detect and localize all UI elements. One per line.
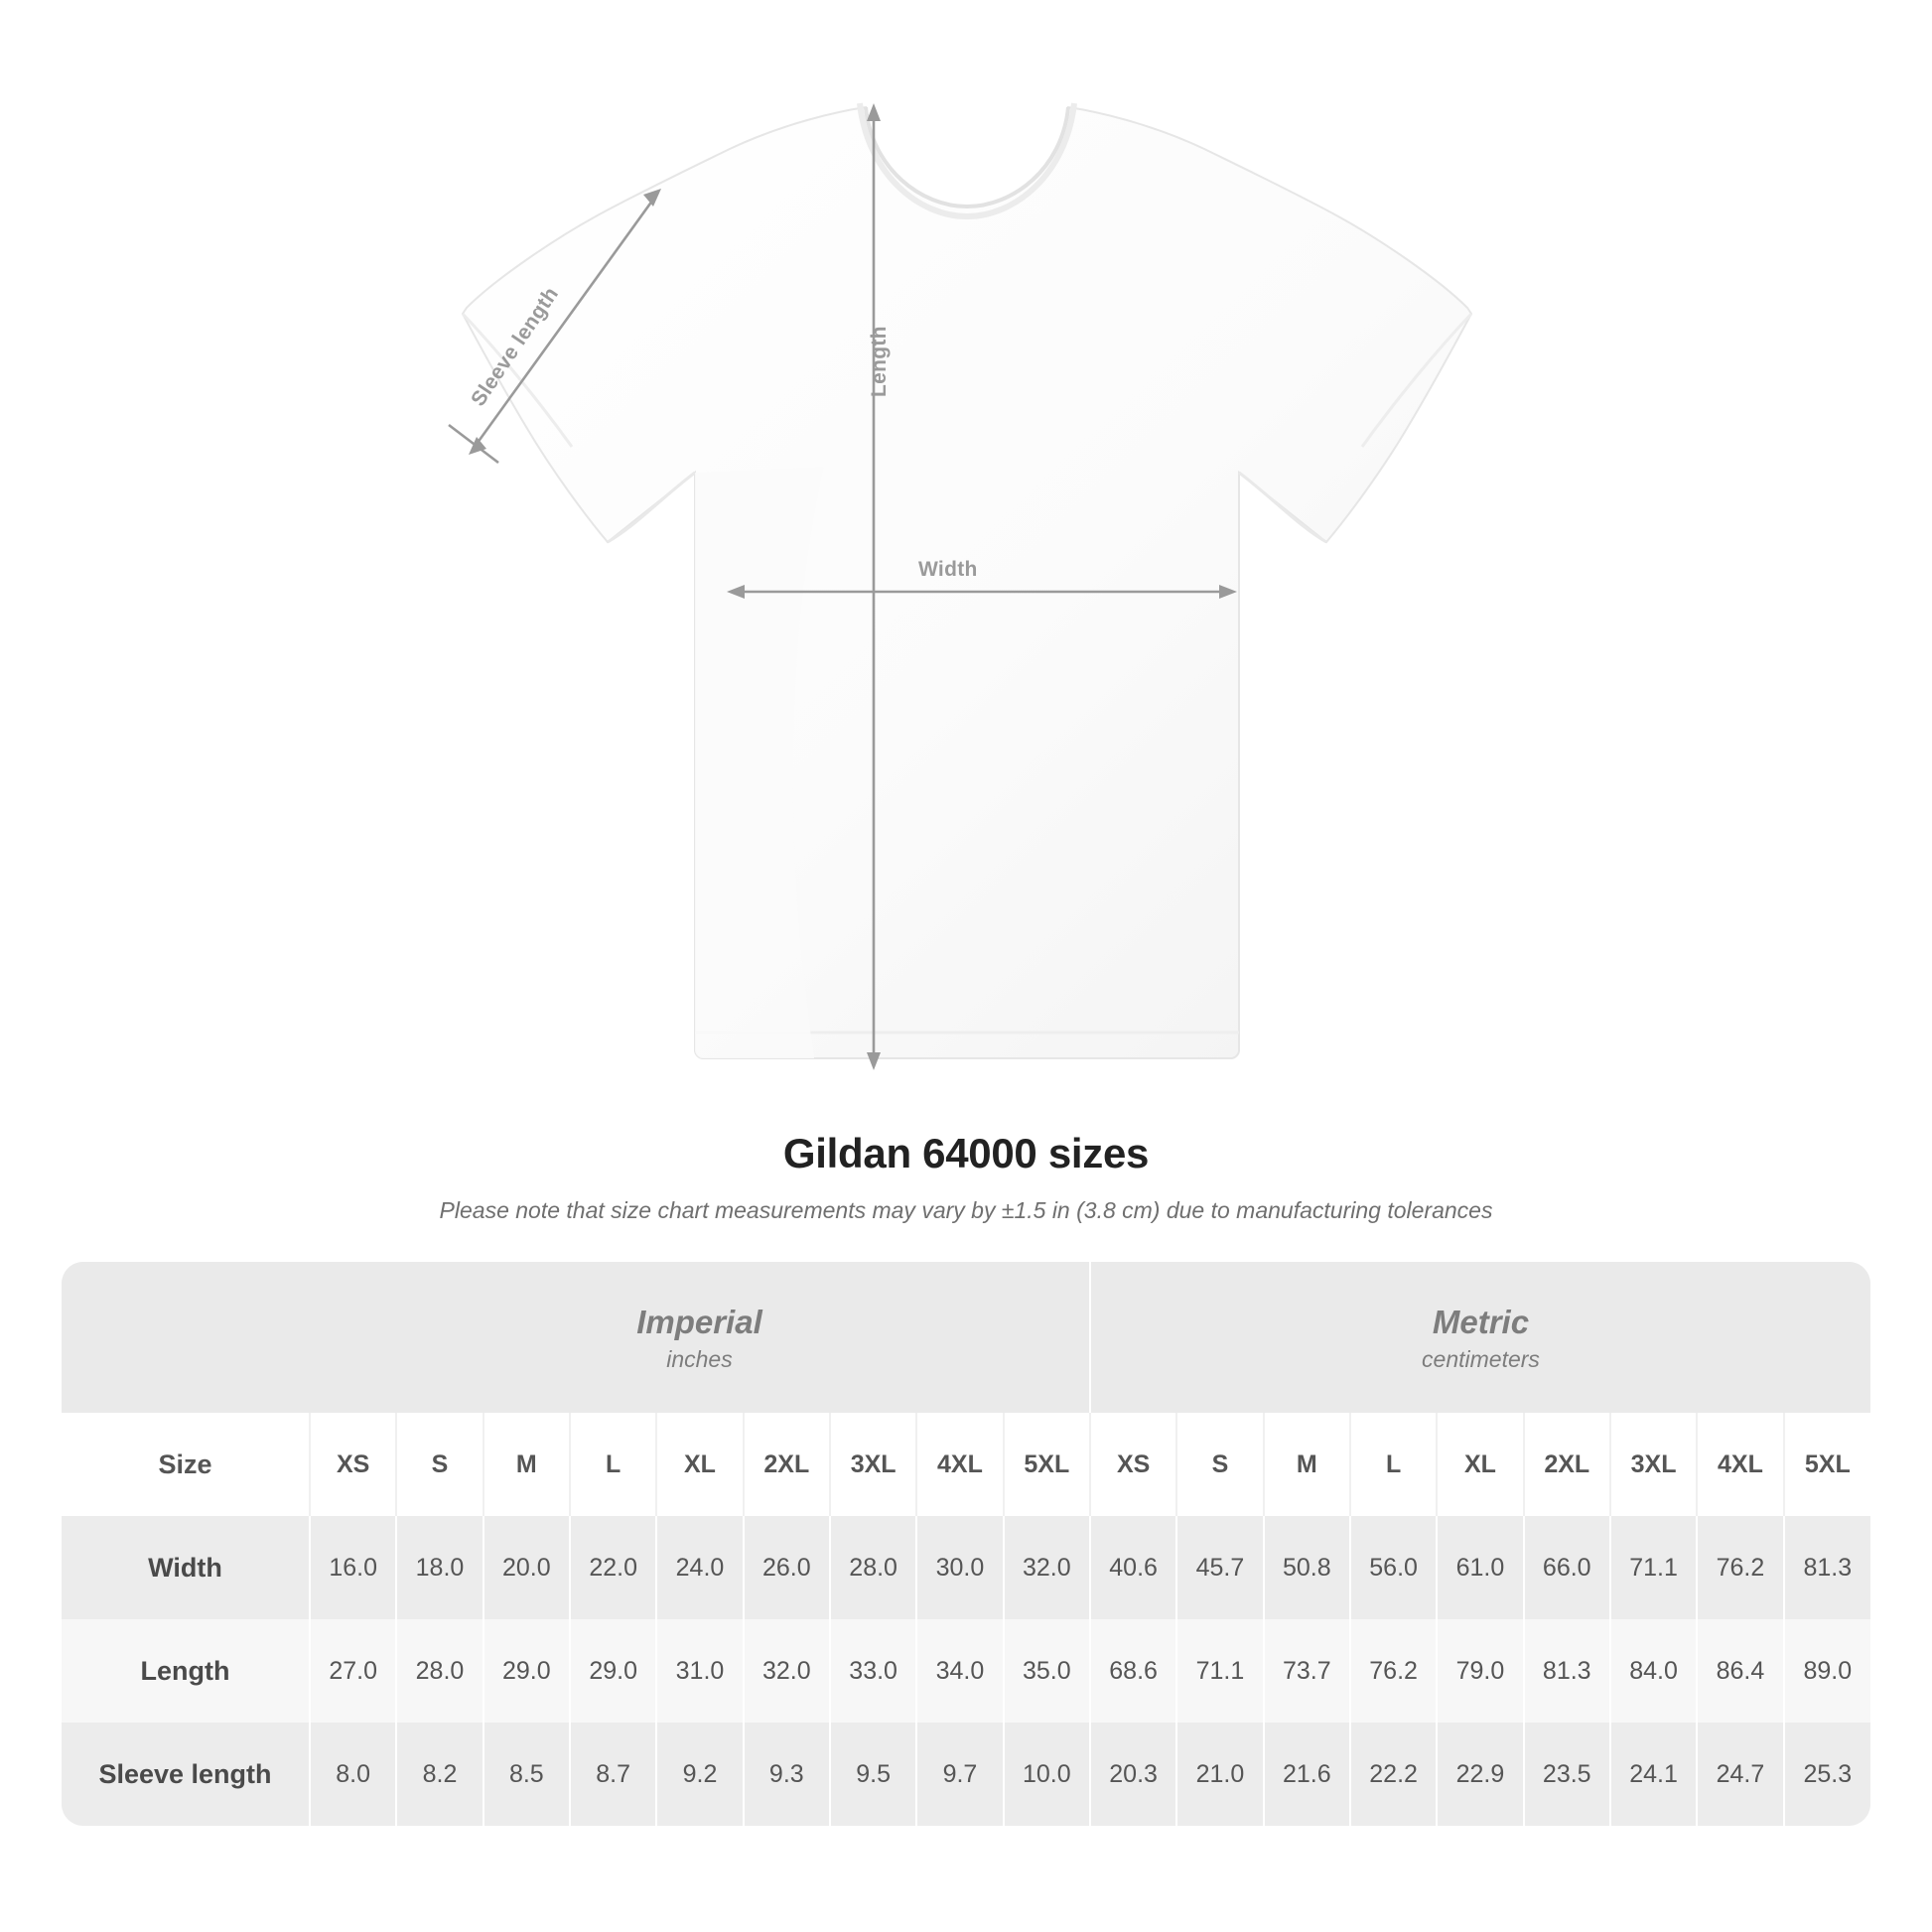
table-cell: 79.0 (1437, 1619, 1523, 1723)
size-header-cell: L (570, 1413, 656, 1516)
table-cell: 23.5 (1524, 1723, 1610, 1826)
table-cell: 22.0 (570, 1516, 656, 1619)
table-cell: 21.6 (1264, 1723, 1350, 1826)
table-cell: 84.0 (1610, 1619, 1697, 1723)
unit-group-metric (1090, 1262, 1870, 1413)
row-label-length: Length (62, 1619, 310, 1723)
table-cell: 56.0 (1350, 1516, 1437, 1619)
chart-heading (0, 1130, 1932, 1224)
table-cell: 81.3 (1524, 1619, 1610, 1723)
size-header-cell: M (483, 1413, 570, 1516)
size-header-cell: L (1350, 1413, 1437, 1516)
table-cell: 9.5 (830, 1723, 916, 1826)
table-cell: 24.1 (1610, 1723, 1697, 1826)
table-cell: 8.5 (483, 1723, 570, 1826)
table-cell: 20.0 (483, 1516, 570, 1619)
table-cell: 9.3 (744, 1723, 830, 1826)
table-cell: 26.0 (744, 1516, 830, 1619)
unit-group-imperial-name: Imperial (636, 1303, 762, 1340)
unit-group-imperial (310, 1262, 1090, 1413)
table-cell: 21.0 (1176, 1723, 1263, 1826)
size-header-cell: XS (310, 1413, 396, 1516)
table-cell: 24.0 (656, 1516, 743, 1619)
table-row (62, 1516, 1870, 1619)
size-header-cell: XL (1437, 1413, 1523, 1516)
table-row (62, 1619, 1870, 1723)
table-cell: 28.0 (396, 1619, 483, 1723)
table-cell: 66.0 (1524, 1516, 1610, 1619)
size-header-cell: 3XL (1610, 1413, 1697, 1516)
table-cell: 29.0 (570, 1619, 656, 1723)
table-cell: 35.0 (1004, 1619, 1090, 1723)
table-cell: 76.2 (1697, 1516, 1783, 1619)
table-cell: 33.0 (830, 1619, 916, 1723)
size-header-cell: S (396, 1413, 483, 1516)
table-cell: 24.7 (1697, 1723, 1783, 1826)
unit-group-row (62, 1262, 1870, 1413)
table-cell: 89.0 (1784, 1619, 1870, 1723)
width-dimension-label: Width (918, 558, 978, 581)
table-cell: 9.2 (656, 1723, 743, 1826)
chart-tolerance-note: Please note that size chart measurements may vary by ±1.5 in (3.8 cm) due to manufacturing tolerances (439, 1197, 1493, 1223)
table-cell: 8.2 (396, 1723, 483, 1826)
size-header-cell: 2XL (1524, 1413, 1610, 1516)
table-cell: 73.7 (1264, 1619, 1350, 1723)
unit-group-imperial-sub: inches (666, 1346, 733, 1373)
size-header-cell: XL (656, 1413, 743, 1516)
size-header-cell: 5XL (1004, 1413, 1090, 1516)
table-cell: 31.0 (656, 1619, 743, 1723)
table-cell: 50.8 (1264, 1516, 1350, 1619)
row-label-sleeve-length: Sleeve length (62, 1723, 310, 1826)
size-header-cell: 4XL (1697, 1413, 1783, 1516)
table-cell: 9.7 (916, 1723, 1003, 1826)
table-cell: 30.0 (916, 1516, 1003, 1619)
table-cell: 22.9 (1437, 1723, 1523, 1826)
table-cell: 32.0 (1004, 1516, 1090, 1619)
table-cell: 20.3 (1090, 1723, 1176, 1826)
size-header-cell: M (1264, 1413, 1350, 1516)
table-cell: 68.6 (1090, 1619, 1176, 1723)
size-header-cell: 3XL (830, 1413, 916, 1516)
unit-group-metric-sub: centimeters (1422, 1346, 1540, 1373)
table-cell: 27.0 (310, 1619, 396, 1723)
size-header-cell: 2XL (744, 1413, 830, 1516)
size-table-container (62, 1262, 1870, 1826)
table-cell: 29.0 (483, 1619, 570, 1723)
table-cell: 8.0 (310, 1723, 396, 1826)
table-cell: 45.7 (1176, 1516, 1263, 1619)
sleeve-length-dimension-label: Sleeve length (467, 283, 564, 411)
length-dimension-label: Length (868, 326, 891, 397)
table-cell: 28.0 (830, 1516, 916, 1619)
unit-row-spacer (62, 1262, 310, 1413)
table-cell: 8.7 (570, 1723, 656, 1826)
table-cell: 76.2 (1350, 1619, 1437, 1723)
table-row (62, 1723, 1870, 1826)
table-cell: 25.3 (1784, 1723, 1870, 1826)
unit-group-metric-name: Metric (1432, 1303, 1530, 1340)
table-cell: 32.0 (744, 1619, 830, 1723)
size-header-cell: S (1176, 1413, 1263, 1516)
row-label-width: Width (62, 1516, 310, 1619)
table-cell: 61.0 (1437, 1516, 1523, 1619)
table-cell: 10.0 (1004, 1723, 1090, 1826)
table-cell: 40.6 (1090, 1516, 1176, 1619)
size-header-cell: 5XL (1784, 1413, 1870, 1516)
size-header-cell: XS (1090, 1413, 1176, 1516)
table-cell: 34.0 (916, 1619, 1003, 1723)
table-cell: 86.4 (1697, 1619, 1783, 1723)
size-header-cell: 4XL (916, 1413, 1003, 1516)
chart-title: Gildan 64000 sizes (782, 1130, 1150, 1176)
table-cell: 22.2 (1350, 1723, 1437, 1826)
table-cell: 81.3 (1784, 1516, 1870, 1619)
table-cell: 71.1 (1610, 1516, 1697, 1619)
size-header-row (62, 1413, 1870, 1516)
size-header-label: Size (62, 1413, 310, 1516)
table-cell: 16.0 (310, 1516, 396, 1619)
table-cell: 71.1 (1176, 1619, 1263, 1723)
table-cell: 18.0 (396, 1516, 483, 1619)
size-table (62, 1262, 1870, 1826)
